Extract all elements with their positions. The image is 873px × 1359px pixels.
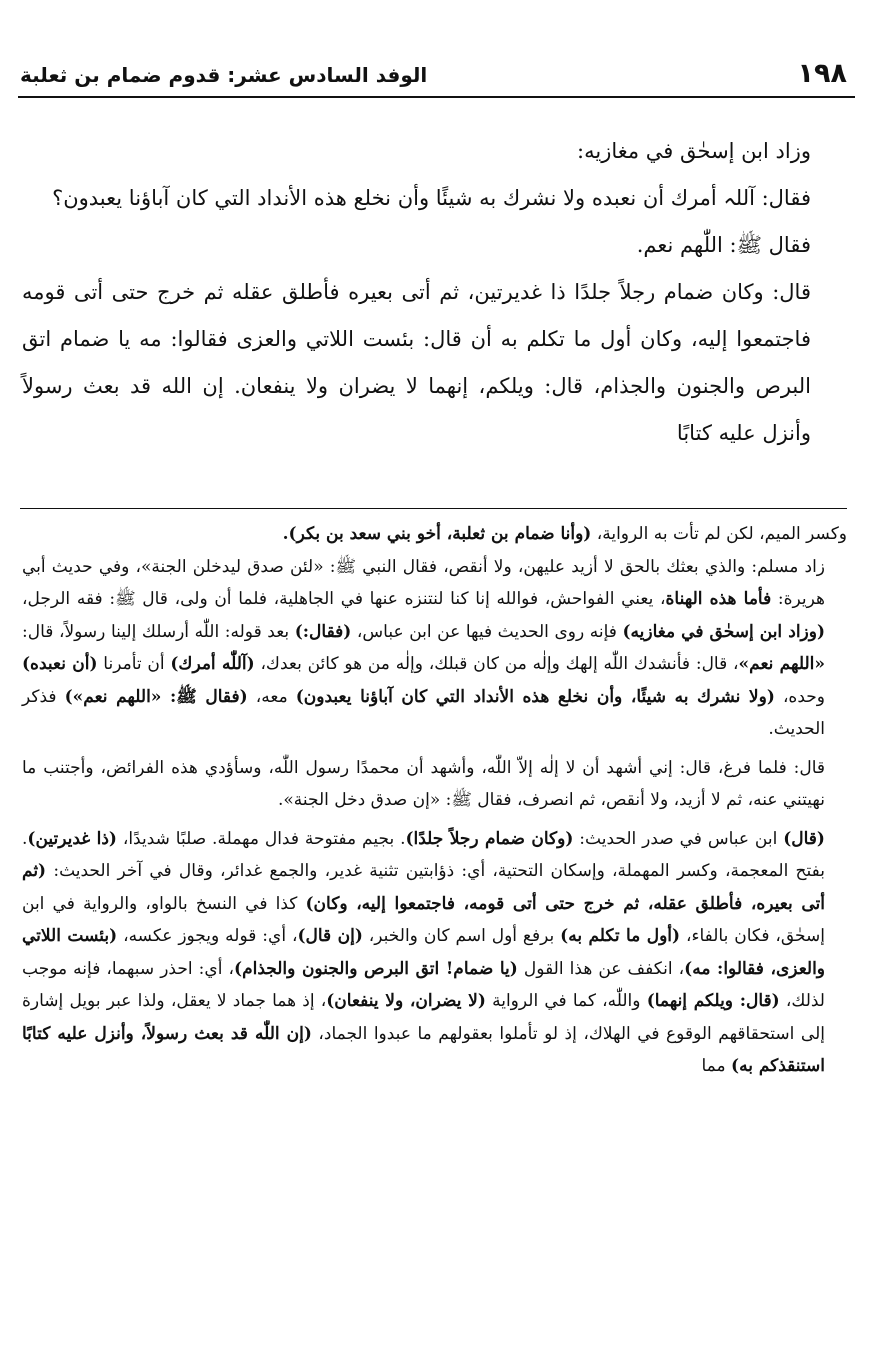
text-run: . بفتح المعجمة، وكسر المهملة، وإسكان التحتية، أي: ذؤابتين تثنية غدير، والجمع غدائر، وقال في آخر الحديث: [22,828,825,881]
text-run: . بجيم مفتوحة فدال مهملة. صلبًا شديدًا، [116,828,406,849]
bold-quote: (فقال:) [294,621,352,642]
bold-quote: (ولا نشرك به شيئًا، وأن نخلع هذه الأنداد التي كان آباؤنا يعبدون) [295,686,775,707]
bold-quote: (فقال ﷺ: «اللهم نعم») [64,686,248,707]
main-paragraph: قال: وكان ضمام رجلاً جلدًا ذا غديرتين، ثم أتى بعيره فأطلق عقله ثم خرج حتى أتى قومه فاجتمعوا إليه، وكان أول ما تكلم به أن قال: بئست اللاتي والعزى فقالوا: مه يا ضمام اتق البرص والجنون والجذام، قال: ويلكم، إنهما لا يضران ولا ينفعان. إن الله قد بعث رسولاً وأنزل عليه كتابًا [22,280,811,445]
text-run: فذكر الحديث. [22,686,825,739]
text-run: بعد قوله: اللّٰه أرسلك إلينا رسولاً، قال: [22,621,295,642]
text-run: برفع أول اسم كان والخبر، [362,926,561,946]
bold-quote: (وكان ضمام رجلاً جلدًا) [405,828,574,849]
page-header [18,56,855,98]
main-paragraph: وزاد ابن إسحٰق في مغازيه: [577,139,811,163]
text-run: كذا في النسخ بالواو، والرواية في ابن إسحٰق، فكان بالفاء، [22,893,825,946]
bold-quote: (وأنا ضمام بن ثعلبة، أخو بني سعد بن بكر). [282,524,592,544]
bold-quote: (يا ضمام! اتق البرص والجنون والجذام) [234,958,518,979]
main-paragraph: فقال ﷺ: اللّٰهم نعم. [636,233,811,257]
running-title: الوفد السادس عشر: قدوم ضمام بن ثعلبة [20,63,428,87]
bold-quote: (وزاد ابن إسحٰق في مغازيه) [622,621,826,642]
bold-quote: (إن قال) [297,926,363,946]
bold-quote: (أن نعبده) [22,654,98,674]
commentary-paragraph [22,823,847,1083]
bold-quote: (أول ما تكلم به) [560,926,681,946]
text-run: ، أي: قوله ويجوز عكسه، [117,926,298,946]
text-run: أن تأمرنا [97,654,171,674]
footnote-separator [20,508,847,509]
text-run: ابن عباس في صدر الحديث: [573,828,784,849]
text-run: ، إذ هما جماد لا يعقل، ولذا عبر بويل إشارة إلى استحقاقهم الوقوع في الهلاك، إذ لو تأملوا بعقولهم ما عبدوا الجماد، [22,991,825,1044]
bold-quote: (قال) [783,828,825,849]
text-run: فأنشدك اللّٰه إلهك وإلٰه من كان قبلك، وإلٰه من هو كائن بعدك، [254,654,691,674]
bold-quote: فأما هذه الهناة [665,589,772,609]
text-run: واللّٰه، كما في الرواية [485,991,647,1011]
page-number: ١٩٨ [797,58,847,89]
commentary-paragraph [22,551,847,746]
bold-quote: «اللهم نعم» [738,654,825,674]
commentary-paragraph [22,752,847,817]
text-run: فإنه روى الحديث فيها عن ابن عباس، [351,621,623,642]
main-paragraph: فقال: آللہ أمرك أن نعبده ولا نشرك به شيئًا وأن نخلع هذه الأنداد التي كان آباؤنا يعبدون؟ [52,186,811,210]
bold-quote: (ذا غديرتين) [27,828,117,849]
bold-quote: (ثم أتى بعيره، فأطلق عقله، ثم خرج حتى أتى قومه، فاجتمعوا إليه، وكان) [22,861,825,914]
text-run: معه، [247,686,296,707]
bold-quote: (إن اللّٰه قد بعث رسولاً، وأنزل عليه كتابًا استنقذكم به) [22,1023,825,1076]
text-run: مما [701,1056,732,1076]
bold-quote: (بئست اللاتي والعزى، فقالوا: مه) [22,926,826,979]
text-run: ، انكفف عن هذا القول [517,958,685,979]
main-text-block [22,128,839,457]
text-run: زاد مسلم: والذي بعثك بالحق لا أزيد عليهن، ولا أنقص، فقال النبي ﷺ: «لئن صدق ليدخلن الجنة»، وفي حديث أبي هريرة: [22,556,825,609]
commentary-block [22,518,847,1083]
bold-quote: (قال: ويلكم إنهما) [646,991,780,1011]
commentary-paragraph [22,518,847,551]
text-run: ، قال: [690,654,739,674]
text-run: قال: فلما فرغ، قال: إني أشهد أن لا إلٰه إلاّ اللّٰه، وأشهد أن محمدًا رسول اللّٰه، وسأؤدي هذه الفرائض، وأجتنب ما نهيتني عنه، ثم لا أزيد، ولا أنقص، ثم انصرف، فقال ﷺ: «إن صدق دخل الجنة». [22,757,825,810]
text-run: ، أي: احذر سبهما، فإنه موجب لذلك، [22,958,825,1011]
bold-quote: (آللّٰه أمرك) [170,654,255,674]
text-run: وكسر الميم، لكن لم تأت به الرواية، [591,524,847,544]
bold-quote: (لا يضران، ولا ينفعان) [326,991,486,1011]
text-run: ، يعني الفواحش، فوالله إنا كنا لنتنزه عنها في الجاهلية، فلما أن ولى، قال ﷺ: فقه الرجل، [22,589,666,609]
text-run: وحده، [774,686,825,707]
